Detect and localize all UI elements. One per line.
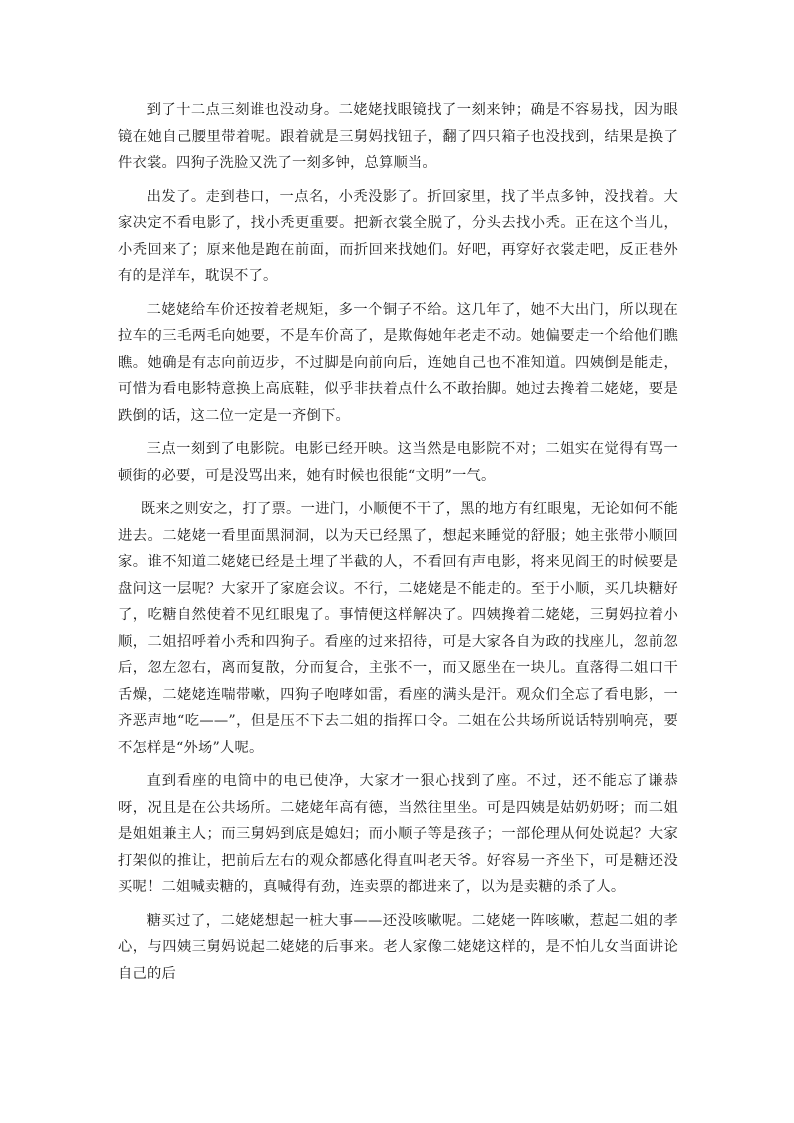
paragraph-1: 到了十二点三刻谁也没动身。二姥姥找眼镜找了一刻来钟；确是不容易找，因为眼镜在她自己腰里带着呢。跟着就是三舅妈找钮子，翻了四只箱子也没找到，结果是换了件衣裳。四狗子洗脸又洗了一刻多钟，总算顺当。 xyxy=(118,102,678,171)
paragraph-3: 二姥姥给车价还按着老规矩，多一个铜子不给。这几年了，她不大出门，所以现在拉车的三毛两毛向她要，不是车价高了，是欺侮她年老走不动。她偏要走一个给他们瞧瞧。她确是有志向前迈步，不过脚是向前向后，连她自己也不准知道。四姨倒是能走，可惜为看电影特意换上高底鞋，似乎非扶着点什么不敢抬脚。她过去搀着二姥姥，要是跌倒的话，这二位一定是一齐倒下。 xyxy=(118,301,678,424)
paragraph-7: 糖买过了，二姥姥想起一桩大事——还没咳嗽呢。二姥姥一阵咳嗽，惹起二姐的孝心，与四姨三舅妈说起二姥姥的后事来。老人家像二姥姥这样的，是不怕儿女当面讲论自己的后 xyxy=(118,912,678,982)
paragraph-5: 既来之则安之，打了票。一进门，小顺便不干了，黑的地方有红眼鬼，无论如何不能进去。二姥姥一看里面黑洞洞，以为天已经黑了，想起来睡觉的舒服；她主张带小顺回家。谁不知道二姥姥已经是土埋了半截的人，不看回有声电影，将来见阎王的时候要是盘问这一层呢？大家开了家庭会议。不行，二姥姥是不能走的。至于小顺，买几块糖好了，吃糖自然使着不见红眼鬼了。事情便这样解决了。四姨搀着二姥姥，三舅妈拉着小顺，二姐招呼着小秃和四狗子。看座的过来招待，可是大家各自为政的找座儿，忽前忽后，忽左忽右，离而复散，分而复合，主张不一，而又愿坐在一块儿。直落得二姐口干舌燥，二姥姥连喘带嗽，四狗子咆哮如雷，看座的满头是汗。观众们全忘了看电影，一齐恶声地“吃——”，但是压不下去二姐的指挥口令。二姐在公共场所说话特别响亮，要不怎样是“外场”人呢。 xyxy=(118,501,678,756)
paragraph-2: 出发了。走到巷口，一点名，小秃没影了。折回家里，找了半点多钟，没找着。大家决定不看电影了，找小秃更重要。把新衣裳全脱了，分头去找小秃。正在这个当儿，小秃回来了；原来他是跑在前面，而折回来找她们。好吧，再穿好衣裳走吧，反正巷外有的是洋车，耽误不了。 xyxy=(118,188,678,284)
paragraph-4: 三点一刻到了电影院。电影已经开映。这当然是电影院不对；二姐实在觉得有骂一顿街的必要，可是没骂出来，她有时候也很能“文明”一气。 xyxy=(118,441,678,484)
paragraph-6: 直到看座的电筒中的电已使净，大家才一狠心找到了座。不过，还不能忘了谦恭呀，况且是在公共场所。二姥姥年高有德，当然往里坐。可是四姨是姑奶奶呀；而二姐是姐姐兼主人；而三舅妈到底是媳妇；而小顺子等是孩子；一部伦理从何处说起？大家打架似的推让，把前后左右的观众都感化得直叫老天爷。好容易一齐坐下，可是糖还没买呢！二姐喊卖糖的，真喊得有劲，连卖票的都进来了，以为是卖糖的杀了人。 xyxy=(118,773,678,895)
document-body xyxy=(118,97,678,994)
